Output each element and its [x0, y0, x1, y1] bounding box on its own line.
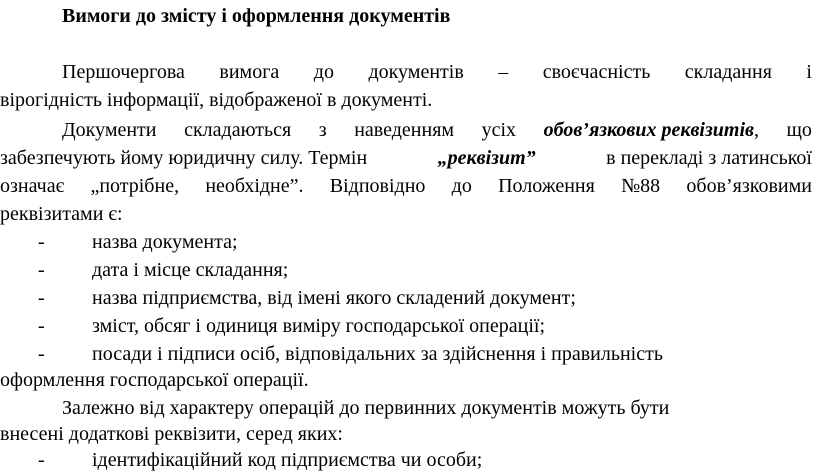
list-dash: -: [38, 259, 45, 281]
list-dash: -: [38, 343, 45, 365]
word: складаються: [184, 119, 292, 141]
word: до: [313, 61, 334, 83]
word: –: [498, 61, 509, 83]
paragraph-1-line-1: [62, 60, 816, 84]
list-item-text: назва підприємства, від імені якого складений документ;: [92, 287, 576, 309]
word: означає: [0, 175, 65, 197]
paragraph-2-line-4: реквізитами є:: [0, 203, 123, 225]
list-item: [0, 448, 816, 472]
paragraph-2-line-1: [62, 118, 816, 142]
word: складання: [684, 61, 772, 83]
paragraph-2-line-3: [0, 174, 816, 198]
list-dash: -: [38, 449, 45, 471]
list-item-continuation: оформлення господарської операції.: [0, 369, 309, 391]
list-item: [0, 230, 816, 254]
list-dash: -: [38, 231, 45, 253]
word: документів: [368, 61, 464, 83]
list-item-text: назва документа;: [92, 231, 238, 253]
list-dash: -: [38, 287, 45, 309]
word: усіх: [481, 119, 517, 141]
list-item-text: посади і підписи осіб, відповідальних за здійснення і правильність: [92, 343, 663, 365]
word: з: [318, 119, 327, 141]
paragraph-1-line-2: вірогідність інформації, відображеної в документі.: [0, 89, 433, 111]
word: Відповідно: [329, 175, 426, 197]
list-item: [0, 314, 816, 338]
text-segment: в перекладі з латинської: [606, 147, 812, 169]
list-item: [0, 258, 816, 282]
document-heading: Вимоги до змісту і оформлення документів: [62, 5, 451, 27]
text-segment: забезпечують йому юридичну силу. Термін: [0, 147, 368, 169]
bold-italic-term: „реквізит”: [437, 147, 536, 169]
word: №88: [621, 175, 661, 197]
word: наведенням: [354, 119, 455, 141]
word: що: [786, 119, 812, 141]
list-dash: -: [38, 315, 45, 337]
word: і: [806, 61, 812, 83]
word: Положення: [498, 175, 595, 197]
list-item-text: дата і місце складання;: [92, 259, 289, 281]
emphasis-phrase: [544, 118, 759, 142]
word: своєчасність: [542, 61, 651, 83]
paragraph-3-line-1: Залежно від характеру операцій до первинних документів можуть бути: [62, 397, 670, 419]
list-item: [0, 342, 816, 366]
word: обов’язковими: [686, 175, 812, 197]
word: вимога: [219, 61, 280, 83]
word: Документи: [62, 119, 157, 141]
paragraph-2-line-2: [0, 146, 816, 170]
list-item-text: зміст, обсяг і одиниця виміру господарської операції;: [92, 315, 546, 337]
word: до: [451, 175, 472, 197]
paragraph-3-line-2: внесені додаткові реквізити, серед яких:: [0, 423, 343, 445]
list-item: [0, 286, 816, 310]
word: Першочергова: [62, 61, 185, 83]
word: „потрібне,: [90, 175, 180, 197]
word: необхідне”.: [205, 175, 304, 197]
comma: ,: [753, 119, 759, 141]
bold-italic-term: обов’язкових реквізитів: [543, 119, 754, 141]
list-item-text: ідентифікаційний код підприємства чи особи;: [92, 449, 483, 471]
